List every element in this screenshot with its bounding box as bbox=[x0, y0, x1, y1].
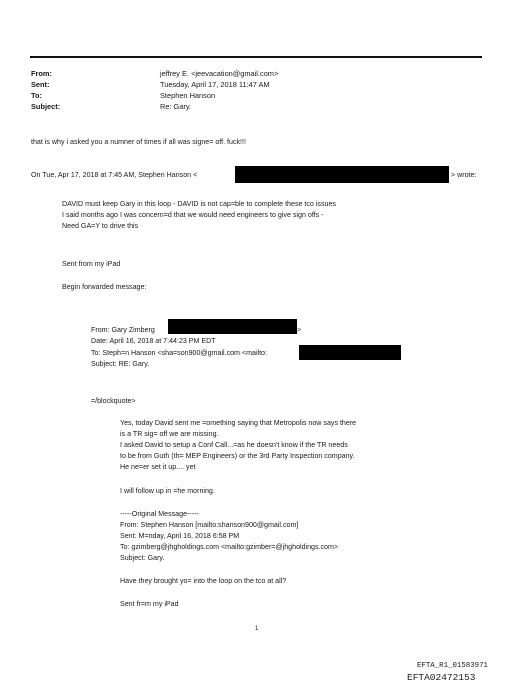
hanson-body-line: DAVID must keep Gary in this loop - DAVID is not cap=ble to complete these tco issues bbox=[62, 200, 336, 208]
from-label: From: bbox=[31, 69, 52, 78]
forwarded-subject: Subject: RE: Gary. bbox=[91, 360, 150, 368]
zimberg-body-line: Yes, today David sent me =omething saying that Metropolis now says there bbox=[120, 419, 357, 427]
reply-text: that is why i asked you a numner of times if all was signe= off. fuck!!! bbox=[31, 138, 246, 146]
hanson-body-line: Need GA=Y to drive this bbox=[62, 222, 139, 230]
redaction-box bbox=[235, 166, 449, 183]
original-to: To: gzimberg@jhgholdings.com <mailto:gzimber=@jhgholdings.com> bbox=[120, 543, 339, 551]
begin-forwarded-message: Begin forwarded message: bbox=[62, 283, 147, 291]
sent-label: Sent: bbox=[31, 80, 50, 89]
to-label: To: bbox=[31, 91, 42, 100]
redaction-box bbox=[168, 319, 297, 334]
zimberg-body-line: I asked David to setup a Conf Call...=as he doesn't know if the TR needs bbox=[120, 441, 348, 449]
header-divider-line bbox=[30, 56, 482, 58]
subject-value: Re: Gary. bbox=[160, 102, 192, 111]
forwarded-date: Date: April 16, 2018 at 7:44:23 PM EDT bbox=[91, 337, 216, 345]
original-sent: Sent: M=nday, April 16, 2018 6:58 PM bbox=[120, 532, 240, 540]
zimberg-body-line: is a TR sig= off we are missing. bbox=[120, 430, 219, 438]
forwarded-to: To: Steph=n Hanson <sha=son900@gmail.com <mailto: bbox=[91, 349, 267, 357]
from-value: jeffrey E. <jeevacation@gmail.com> bbox=[160, 69, 279, 78]
redaction-box bbox=[299, 345, 401, 360]
on-date-wrote-prefix: On Tue, Apr 17, 2018 at 7:45 AM, Stephen Hanson < bbox=[31, 171, 198, 179]
forwarded-from-trail: > bbox=[297, 326, 302, 334]
question-text: Have they brought yo= into the loop on the tco at all? bbox=[120, 577, 287, 585]
hanson-body-line: I said months ago I was concern=d that we would need engineers to give sign offs - bbox=[62, 211, 324, 219]
to-value: Stephen Hanson bbox=[160, 91, 216, 100]
zimberg-body-line: to be from Guth (th= MEP Engineers) or the 3rd Party Inspection company. bbox=[120, 452, 355, 460]
follow-up-text: I will follow up in =he morning. bbox=[120, 487, 215, 495]
sent-from-ipad: Sent from my iPad bbox=[62, 260, 121, 268]
sent-from-ipad-2: Sent fr=m my iPad bbox=[120, 600, 179, 608]
original-subject: Subject: Gary. bbox=[120, 554, 165, 562]
sent-value: Tuesday, April 17, 2018 11:47 AM bbox=[160, 80, 270, 89]
footer-id-primary: EFTA_R1_01583971 bbox=[417, 662, 488, 670]
on-date-wrote-suffix: > wrote: bbox=[451, 171, 477, 179]
page-number: 1 bbox=[255, 626, 259, 632]
subject-label: Subject: bbox=[31, 102, 61, 111]
blockquote-tag: =/blockquote> bbox=[91, 397, 136, 405]
zimberg-body-line: He ne=er set it up.... yet bbox=[120, 463, 196, 471]
original-message-marker: -----Original Message----- bbox=[120, 510, 199, 518]
original-from: From: Stephen Hanson [mailto:shanson900@gmail.com] bbox=[120, 521, 299, 529]
forwarded-from: From: Gary Zimberg bbox=[91, 326, 155, 334]
footer-id-secondary: EFTA02472153 bbox=[407, 672, 476, 683]
